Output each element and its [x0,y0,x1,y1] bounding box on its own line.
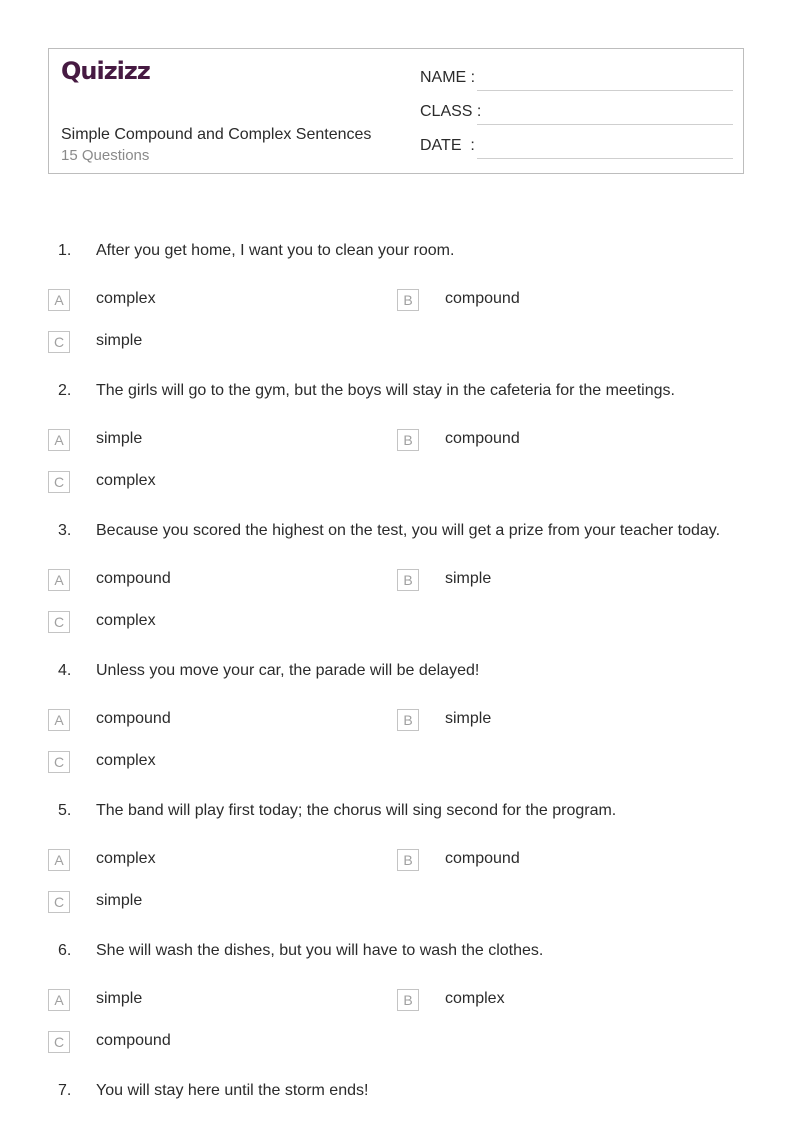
option-letter-box: A [48,849,70,871]
option-letter-box: C [48,891,70,913]
option-b[interactable] [397,569,697,593]
option-b[interactable] [397,989,697,1013]
question-text: She will wash the dishes, but you will have to wash the clothes. [96,942,544,959]
name-line [477,90,733,91]
option-a[interactable] [48,849,348,873]
question-text: Because you scored the highest on the test, you will get a prize from your teacher today. [96,522,721,539]
option-text: complex [96,850,156,867]
question-text: After you get home, I want you to clean your room. [96,242,455,259]
option-text: compound [445,430,520,447]
option-c[interactable] [48,1031,348,1055]
option-b[interactable] [397,849,697,873]
option-text: complex [96,752,156,769]
class-line [477,124,733,125]
option-letter-box: A [48,289,70,311]
option-letter-box: B [397,709,419,731]
question-number: 1. [58,242,72,259]
name-label: NAME : [420,69,476,86]
option-text: complex [96,290,156,307]
question-count: 15 Questions [61,147,150,164]
option-letter-box: B [397,849,419,871]
date-label: DATE : [420,137,475,154]
option-text: complex [96,612,156,629]
option-letter-box: A [48,429,70,451]
option-letter-box: A [48,569,70,591]
option-text: simple [96,990,143,1007]
option-letter-box: A [48,989,70,1011]
option-a[interactable] [48,289,348,313]
option-c[interactable] [48,331,348,355]
question-text: The girls will go to the gym, but the boys will stay in the cafeteria for the meetings. [96,382,675,399]
option-letter-box: C [48,331,70,353]
option-c[interactable] [48,611,348,635]
quizizz-logo: Quizizz [61,57,150,85]
option-a[interactable] [48,429,348,453]
option-b[interactable] [397,709,697,733]
option-letter-box: B [397,429,419,451]
question-number: 2. [58,382,72,399]
question-2 [0,382,794,522]
option-letter-box: A [48,709,70,731]
option-letter-box: C [48,471,70,493]
option-text: complex [96,472,156,489]
option-c[interactable] [48,891,348,915]
question-number: 4. [58,662,72,679]
class-field[interactable] [420,103,733,125]
option-text: simple [445,570,492,587]
option-text: compound [96,1032,171,1049]
option-c[interactable] [48,751,348,775]
option-a[interactable] [48,569,348,593]
date-field[interactable] [420,137,733,159]
worksheet-header [48,48,744,174]
option-text: compound [445,290,520,307]
option-letter-box: C [48,1031,70,1053]
option-a[interactable] [48,709,348,733]
question-7 [0,1082,794,1112]
question-6 [0,942,794,1082]
question-3 [0,522,794,662]
question-number: 3. [58,522,72,539]
question-text: The band will play first today; the chorus will sing second for the program. [96,802,617,819]
option-letter-box: C [48,611,70,633]
option-letter-box: B [397,989,419,1011]
class-label: CLASS : [420,103,482,120]
option-b[interactable] [397,289,697,313]
option-text: complex [445,990,505,1007]
option-text: simple [96,430,143,447]
date-line [477,158,733,159]
name-field[interactable] [420,69,733,91]
question-text: You will stay here until the storm ends! [96,1082,369,1099]
option-c[interactable] [48,471,348,495]
option-b[interactable] [397,429,697,453]
option-text: compound [96,570,171,587]
question-5 [0,802,794,942]
question-text: Unless you move your car, the parade will be delayed! [96,662,480,679]
worksheet-title: Simple Compound and Complex Sentences [61,126,372,143]
option-letter-box: B [397,569,419,591]
option-text: simple [445,710,492,727]
option-letter-box: C [48,751,70,773]
option-text: compound [96,710,171,727]
option-letter-box: B [397,289,419,311]
question-1 [0,242,794,382]
option-text: simple [96,892,143,909]
question-number: 7. [58,1082,72,1099]
question-4 [0,662,794,802]
option-a[interactable] [48,989,348,1013]
option-text: compound [445,850,520,867]
option-text: simple [96,332,143,349]
question-number: 5. [58,802,72,819]
question-number: 6. [58,942,72,959]
